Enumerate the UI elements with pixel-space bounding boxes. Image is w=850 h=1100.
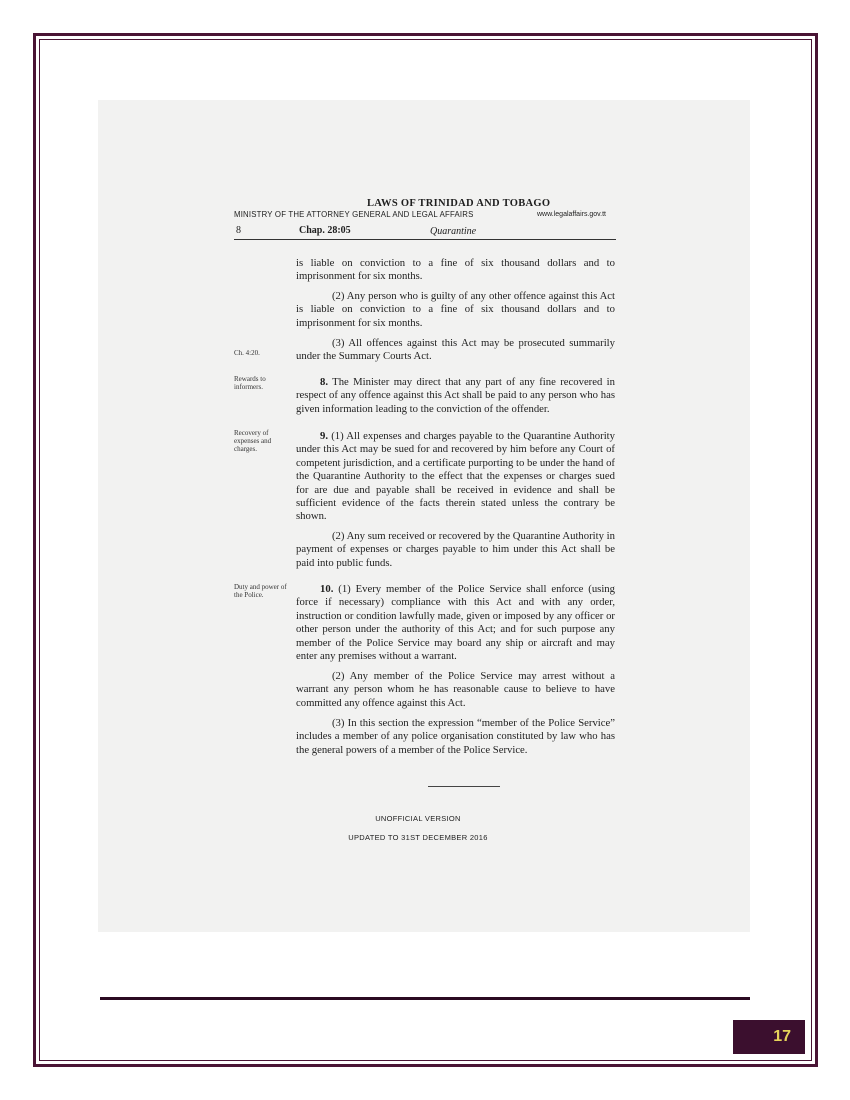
section-9-1-text: (1) All expenses and charges payable to the Quarantine Authority under this Act may be sued for and recovered by him before any Court of competent jurisdiction, and a certificate purporting to be under the hand of the Quarantine Authority to the effect that the expenses or charges sued for are due and payable shall be received in evidence and shall be sufficient evidence of the facts therein stated unless the contrary be shown. <box>296 430 615 523</box>
header-title: LAWS OF TRINIDAD AND TOBAGO <box>367 198 551 209</box>
footer-updated: UPDATED TO 31ST DECEMBER 2016 <box>348 833 488 842</box>
continuation-paragraph: is liable on conviction to a fine of six thousand dollars and to imprisonment for six months. <box>296 257 615 283</box>
footer-unofficial: UNOFFICIAL VERSION <box>375 814 461 823</box>
header-url: www.legalaffairs.gov.tt <box>537 211 606 218</box>
header-act-name: Quarantine <box>430 226 477 237</box>
section-10-1 <box>296 583 615 663</box>
section-8-text: The Minister may direct that any part of any fine recovered in respect of any offence against this Act shall be paid to any person who has given information leading to the conviction of the offender. <box>296 376 615 415</box>
section-10-1-text: (1) Every member of the Police Service shall enforce (using force if necessary) compliance with this Act and with any order, instruction or condition lawfully made, given or imposed by any officer or other person under the authority of this Act; and for such purpose any member of the Police Service may board any ship or aircraft and may enter any premises without a warrant. <box>296 583 615 663</box>
section-10-2: (2) Any member of the Police Service may arrest without a warrant any person whom he has reasonable cause to believe to have committed any offence against this Act. <box>296 670 615 709</box>
section-9-1 <box>296 430 615 524</box>
header-ministry: MINISTRY OF THE ATTORNEY GENERAL AND LEGAL AFFAIRS <box>234 210 474 219</box>
header-chapter: Chap. 28:05 <box>299 225 351 236</box>
end-rule <box>428 786 500 787</box>
page-bottom-bar <box>100 997 750 1000</box>
section-8-number: 8. <box>320 376 329 388</box>
section-9-2: (2) Any sum received or recovered by the Quarantine Authority in payment of expenses or charges payable to him under this Act shall be paid into public funds. <box>296 530 615 569</box>
section-10-3: (3) In this section the expression “member of the Police Service” includes a member of any police organisation constituted by law who has the general powers of a member of the Police Service. <box>296 717 615 756</box>
margin-note-rewards: Rewards to informers. <box>234 375 266 391</box>
page-number-badge: 17 <box>733 1020 805 1054</box>
header-rule <box>234 239 616 240</box>
margin-note-recovery: Recovery of expenses and charges. <box>234 429 272 453</box>
section-8 <box>296 376 615 416</box>
margin-note-ch-4-20: Ch. 4:20. <box>234 349 260 357</box>
section-7-2: (2) Any person who is guilty of any other offence against this Act is liable on conviction to a fine of six thousand dollars and to imprisonment for six months. <box>296 290 615 329</box>
header-page-number: 8 <box>236 225 241 236</box>
margin-note-police: Duty and power of the Police. <box>234 583 287 599</box>
section-7-3: (3) All offences against this Act may be prosecuted summarily under the Summary Courts Act. <box>296 337 615 363</box>
section-10-number: 10. <box>320 583 334 595</box>
section-9-number: 9. <box>320 430 329 442</box>
